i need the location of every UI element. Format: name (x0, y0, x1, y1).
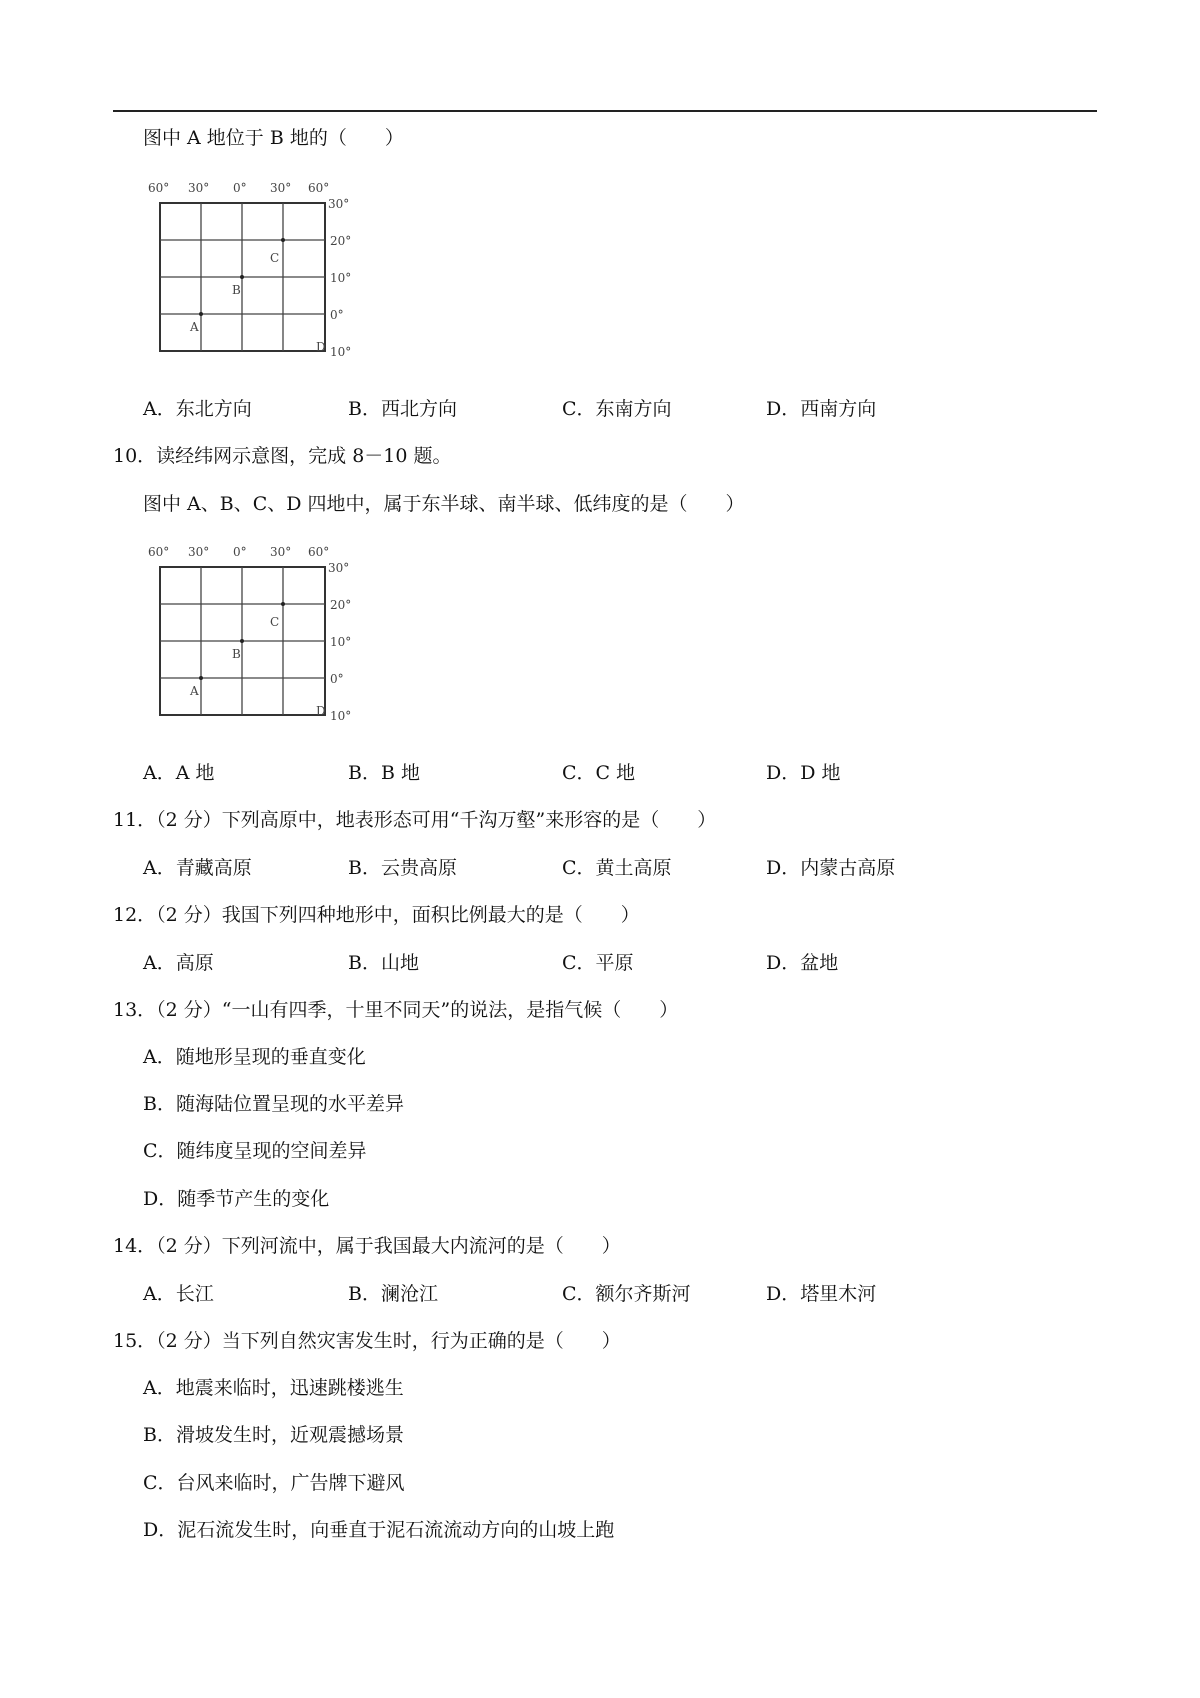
lat-label: 10° (330, 271, 352, 285)
header-rule (113, 110, 1097, 112)
q12-option-a: A．高原 (143, 952, 214, 974)
lon-label: 0° (233, 181, 247, 195)
point-label-b: B (232, 283, 241, 297)
point-label-d: D (316, 340, 326, 354)
q14-option-c: C．额尔齐斯河 (562, 1283, 691, 1305)
lon-label: 60° (148, 181, 170, 195)
point-a (199, 312, 203, 316)
point-label-b: B (232, 647, 241, 661)
q11-option-d: D．内蒙古高原 (766, 857, 896, 879)
q10-option-b: B．B 地 (348, 762, 420, 784)
q12-stem: 12．（2 分）我国下列四种地形中，面积比例最大的是（ ） (113, 904, 640, 926)
q9-option-d: D．西南方向 (766, 398, 877, 420)
lat-label: 0° (330, 672, 344, 686)
q10-option-c: C．C 地 (562, 762, 636, 784)
point-label-a: A (190, 320, 199, 334)
lat-label: 0° (330, 308, 344, 322)
q11-stem: 11．（2 分）下列高原中，地表形态可用“千沟万壑”来形容的是（ ） (113, 809, 717, 831)
lon-label: 30° (270, 181, 292, 195)
lon-label: 30° (188, 545, 210, 559)
q10-stem: 图中 A、B、C、D 四地中，属于东半球、南半球、低纬度的是（ ） (143, 493, 745, 515)
q14-option-d: D．塔里木河 (766, 1283, 877, 1305)
lon-label: 60° (148, 545, 170, 559)
lat-label: 10° (330, 635, 352, 649)
q11-option-b: B．云贵高原 (348, 857, 457, 879)
lon-label: 30° (188, 181, 210, 195)
q14-option-b: B．澜沧江 (348, 1283, 438, 1305)
q15-option-d: D．泥石流发生时，向垂直于泥石流流动方向的山坡上跑 (143, 1519, 615, 1541)
q13-option-a: A．随地形呈现的垂直变化 (143, 1046, 366, 1068)
point-label-a: A (190, 684, 199, 698)
q12-option-c: C．平原 (562, 952, 634, 974)
point-label-c: C (270, 615, 280, 629)
q11-option-a: A．青藏高原 (143, 857, 252, 879)
q9-option-b: B．西北方向 (348, 398, 457, 420)
q14-stem: 14．（2 分）下列河流中，属于我国最大内流河的是（ ） (113, 1235, 621, 1257)
q12-option-d: D．盆地 (766, 952, 839, 974)
point-label-c: C (270, 251, 280, 265)
q14-option-a: A．长江 (143, 1283, 214, 1305)
point-b (240, 639, 244, 643)
lat-label: 10° (330, 345, 352, 359)
q10-graticule-figure (140, 542, 370, 742)
q10-option-d: D．D 地 (766, 762, 841, 784)
q11-option-c: C．黄土高原 (562, 857, 672, 879)
lat-label: 30° (328, 561, 350, 575)
q15-stem: 15．（2 分）当下列自然灾害发生时，行为正确的是（ ） (113, 1330, 621, 1352)
lat-label: 10° (330, 709, 352, 723)
q15-option-b: B．滑坡发生时，近观震撼场景 (143, 1424, 404, 1446)
q9-graticule-figure (140, 178, 370, 378)
lon-label: 60° (308, 545, 330, 559)
lon-label: 30° (270, 545, 292, 559)
q9-option-a: A．东北方向 (143, 398, 252, 420)
q15-option-c: C．台风来临时，广告牌下避风 (143, 1472, 405, 1494)
point-c (281, 602, 285, 606)
point-b (240, 275, 244, 279)
point-c (281, 238, 285, 242)
q13-option-b: B．随海陆位置呈现的水平差异 (143, 1093, 404, 1115)
q9-option-c: C．东南方向 (562, 398, 672, 420)
point-label-d: D (316, 704, 326, 718)
q10-option-a: A．A 地 (143, 762, 215, 784)
lon-label: 60° (308, 181, 330, 195)
lon-label: 0° (233, 545, 247, 559)
q9-stem: 图中 A 地位于 B 地的（ ） (143, 127, 404, 149)
lat-label: 20° (330, 598, 352, 612)
q13-option-d: D．随季节产生的变化 (143, 1188, 330, 1210)
q12-option-b: B．山地 (348, 952, 419, 974)
lat-label: 20° (330, 234, 352, 248)
lat-label: 30° (328, 197, 350, 211)
q15-option-a: A．地震来临时，迅速跳楼逃生 (143, 1377, 404, 1399)
q10-title: 10．读经纬网示意图，完成 8－10 题。 (113, 445, 452, 467)
q13-option-c: C．随纬度呈现的空间差异 (143, 1140, 367, 1162)
point-a (199, 676, 203, 680)
q13-stem: 13．（2 分）“一山有四季，十里不同天”的说法，是指气候（ ） (113, 999, 679, 1021)
